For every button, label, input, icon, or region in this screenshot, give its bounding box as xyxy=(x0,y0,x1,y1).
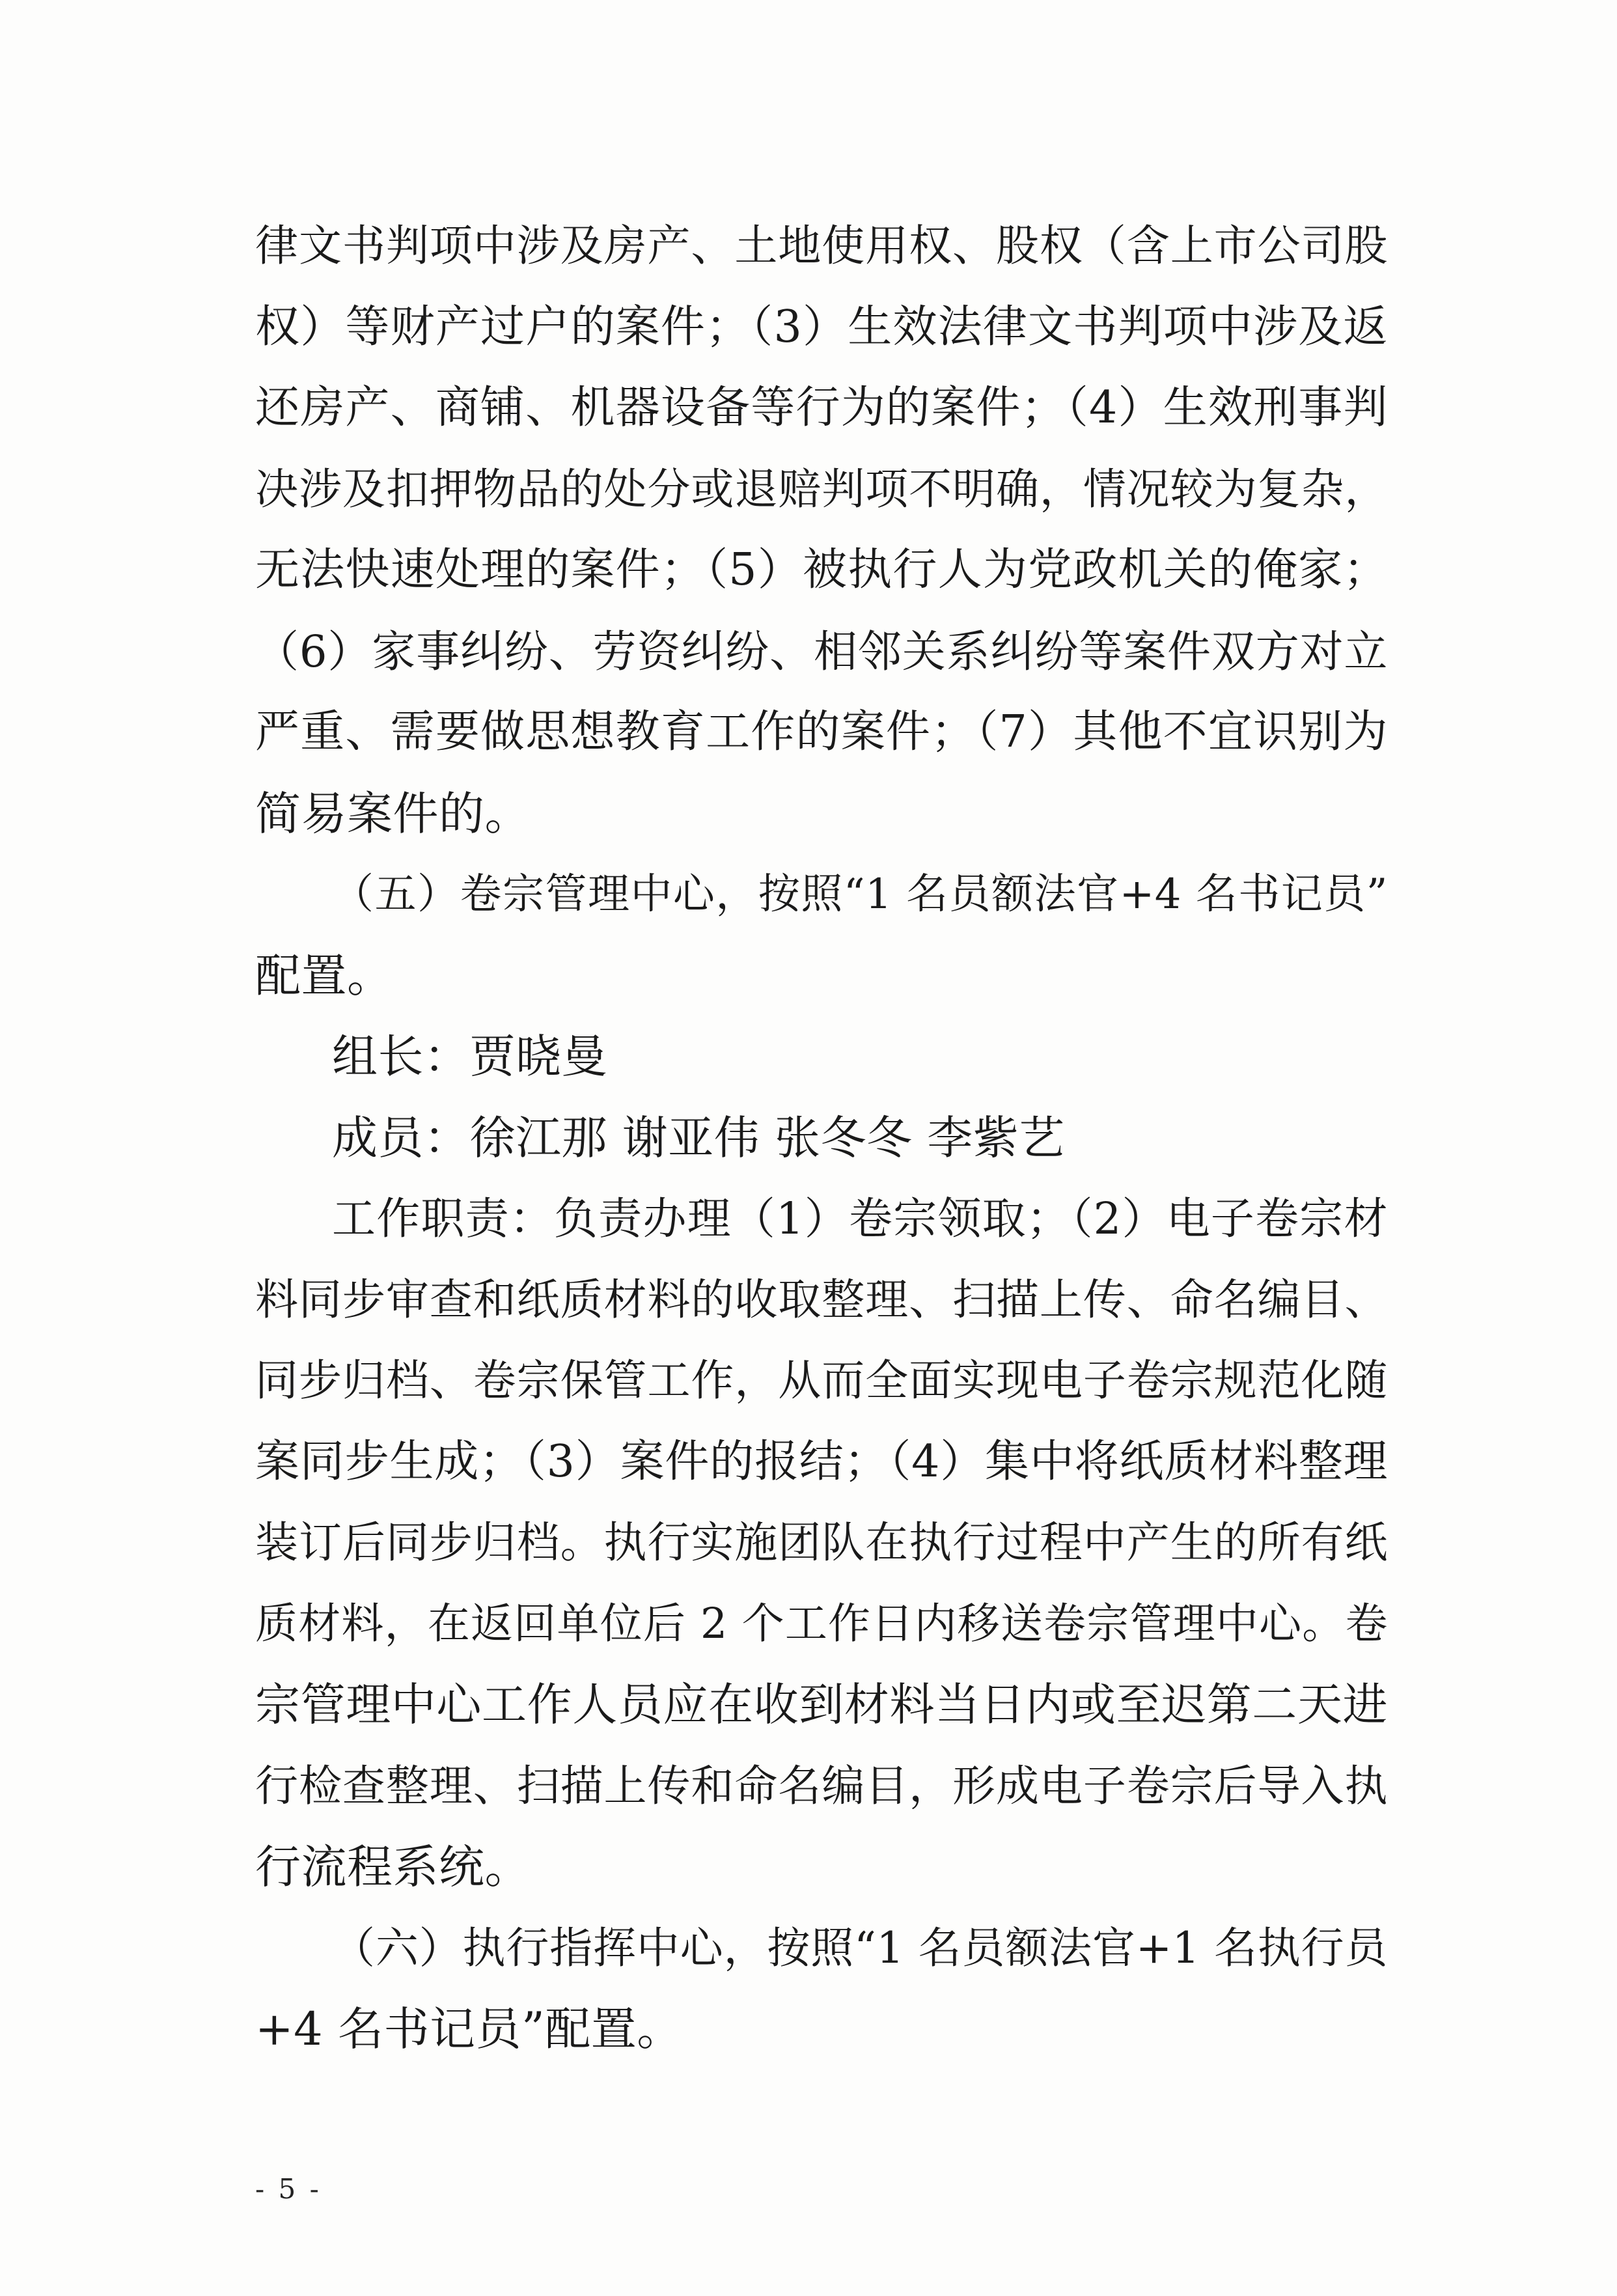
text-line: 行流程系统。 xyxy=(255,1840,531,1894)
text-line: +4 名书记员”配置。 xyxy=(255,2002,683,2056)
text-line: 权）等财产过户的案件；（3）生效法律文书判项中涉及返 xyxy=(255,301,1388,353)
text-line: 简易案件的。 xyxy=(255,786,531,840)
paragraph xyxy=(255,854,1388,1016)
text-line: （六）执行指挥中心，按照“1 名员额法官+1 名执行员 xyxy=(332,1922,1388,1973)
paragraph xyxy=(255,206,1388,854)
text-line: 质材料，在返回单位后 2 个工作日内移送卷宗管理中心。卷 xyxy=(255,1599,1388,1648)
page-number: - 5 - xyxy=(255,2173,322,2205)
text-line: 严重、需要做思想教育工作的案件；（7）其他不宜识别为 xyxy=(255,706,1388,758)
text-line: （6）家事纠纷、劳资纠纷、相邻关系纠纷等案件双方对立 xyxy=(255,626,1388,677)
text-line: 还房产、商铺、机器设备等行为的案件；（4）生效刑事判 xyxy=(255,382,1388,434)
text-line: （五）卷宗管理中心，按照“1 名员额法官+4 名书记员” xyxy=(332,870,1388,919)
text-line: 律文书判项中涉及房产、土地使用权、股权（含上市公司股 xyxy=(255,221,1388,271)
document-body xyxy=(255,206,1388,2070)
text-line: 行检查整理、扫描上传和命名编目，形成电子卷宗后导入执 xyxy=(255,1760,1388,1811)
text-line: 无法快速处理的案件；（5）被执行人为党政机关的俺家； xyxy=(255,544,1388,596)
paragraph xyxy=(255,1016,1388,1098)
text-line: 宗管理中心工作人员应在收到材料当日内或至迟第二天进 xyxy=(255,1679,1388,1731)
text-line: 工作职责：负责办理（1）卷宗领取；（2）电子卷宗材 xyxy=(332,1193,1388,1244)
text-line: 装订后同步归档。执行实施团队在执行过程中产生的所有纸 xyxy=(255,1517,1388,1568)
paragraph xyxy=(255,1908,1388,2070)
text-line: 组长：贾晓曼 xyxy=(332,1030,607,1083)
text-line: 料同步审查和纸质材料的收取整理、扫描上传、命名编目、 xyxy=(255,1274,1388,1325)
text-line: 配置。 xyxy=(255,948,393,1003)
paragraph xyxy=(255,1098,1388,1179)
paragraph xyxy=(255,1178,1388,1908)
text-line: 同步归档、卷宗保管工作，从而全面实现电子卷宗规范化随 xyxy=(255,1355,1388,1405)
text-line: 决涉及扣押物品的处分或退赔判项不明确，情况较为复杂， xyxy=(255,463,1388,514)
text-line: 案同步生成；（3）案件的报结；（4）集中将纸质材料整理 xyxy=(255,1435,1388,1487)
text-line: 成员：徐江那 谢亚伟 张冬冬 李紫艺 xyxy=(332,1111,1065,1165)
